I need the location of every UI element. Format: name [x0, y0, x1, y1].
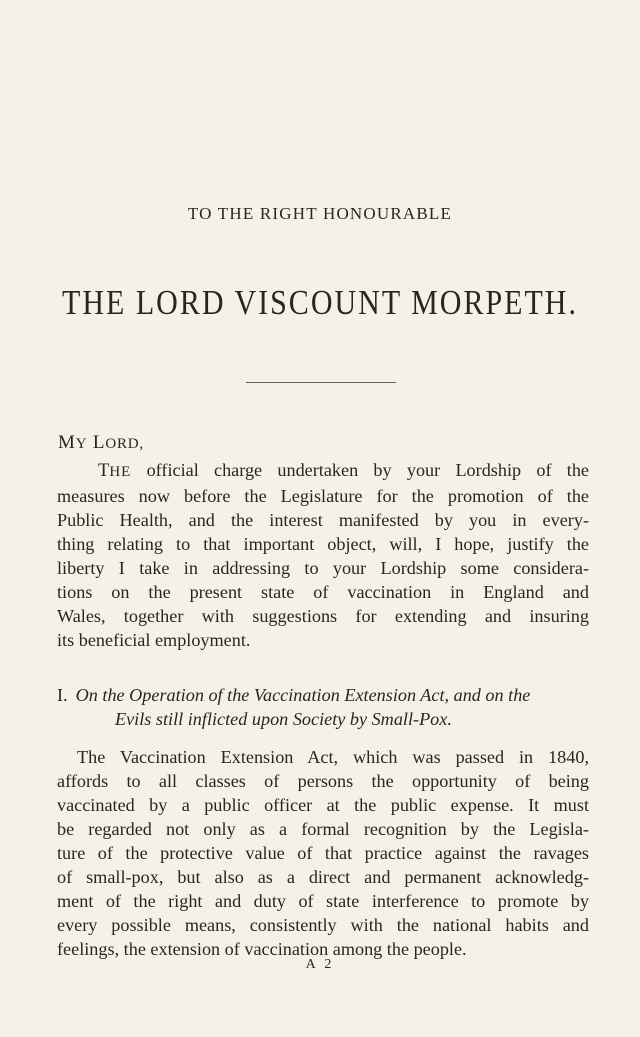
paragraph-line: tions on the present state of vaccination in England and — [57, 582, 589, 602]
paragraph-line: every possible means, consistently with the national habits and — [57, 915, 589, 935]
paragraph-lead-rest: HE — [109, 464, 132, 480]
paragraph-line — [57, 458, 589, 484]
salutation-initial-1: M — [58, 432, 76, 453]
paragraph-line-text: official charge undertaken by your Lordship of the — [146, 460, 589, 480]
paragraph-line: thing relating to that important object, will, I hope, justify the — [57, 534, 589, 554]
separator-rule — [246, 382, 396, 383]
paragraph-line: vaccinated by a public officer at the public expense. It must — [57, 795, 589, 815]
paragraph-line: Wales, together with suggestions for extending and insuring — [57, 606, 589, 626]
section-title-line-2: Evils still inflicted upon Society by Small-Pox. — [115, 709, 452, 729]
salutation — [58, 432, 144, 454]
signature-mark: A 2 — [305, 957, 335, 972]
dedication-line: TO THE RIGHT HONOURABLE — [187, 204, 453, 223]
section-heading — [57, 683, 589, 731]
paragraph-line: The Vaccination Extension Act, which was passed in 1840, — [77, 747, 589, 767]
opening-paragraph — [57, 458, 589, 652]
paragraph-line: ment of the right and duty of state interference to promote by — [57, 891, 589, 911]
dedicatee-heading: THE LORD VISCOUNT MORPETH. — [62, 284, 578, 322]
paragraph-line: measures now before the Legislature for the promotion of the — [57, 486, 589, 506]
paragraph-line: Public Health, and the interest manifested by you in every- — [57, 510, 589, 530]
paragraph-line: feelings, the extension of vaccination among the people. — [57, 939, 467, 959]
section-heading-line-1 — [57, 683, 589, 707]
paragraph-line: ture of the protective value of that practice against the ravages — [57, 843, 589, 863]
salutation-rest-2: ORD, — [105, 436, 144, 452]
paragraph-line: liberty I take in addressing to your Lordship some considera- — [57, 558, 589, 578]
paragraph-line: affords to all classes of persons the opportunity of being — [57, 771, 589, 791]
section-title-line-1: On the Operation of the Vaccination Extension Act, and on the — [75, 685, 531, 705]
paragraph-line: be regarded not only as a formal recognition by the Legisla- — [57, 819, 589, 839]
body-paragraph — [57, 745, 589, 961]
salutation-initial-2: L — [92, 432, 106, 453]
paragraph-line: of small-pox, but also as a direct and permanent acknowledg- — [57, 867, 589, 887]
salutation-rest-1: Y — [75, 436, 88, 452]
paragraph-lead-initial: T — [98, 461, 110, 481]
section-number: I. — [57, 685, 68, 705]
paragraph-line: its beneficial employment. — [57, 630, 251, 650]
